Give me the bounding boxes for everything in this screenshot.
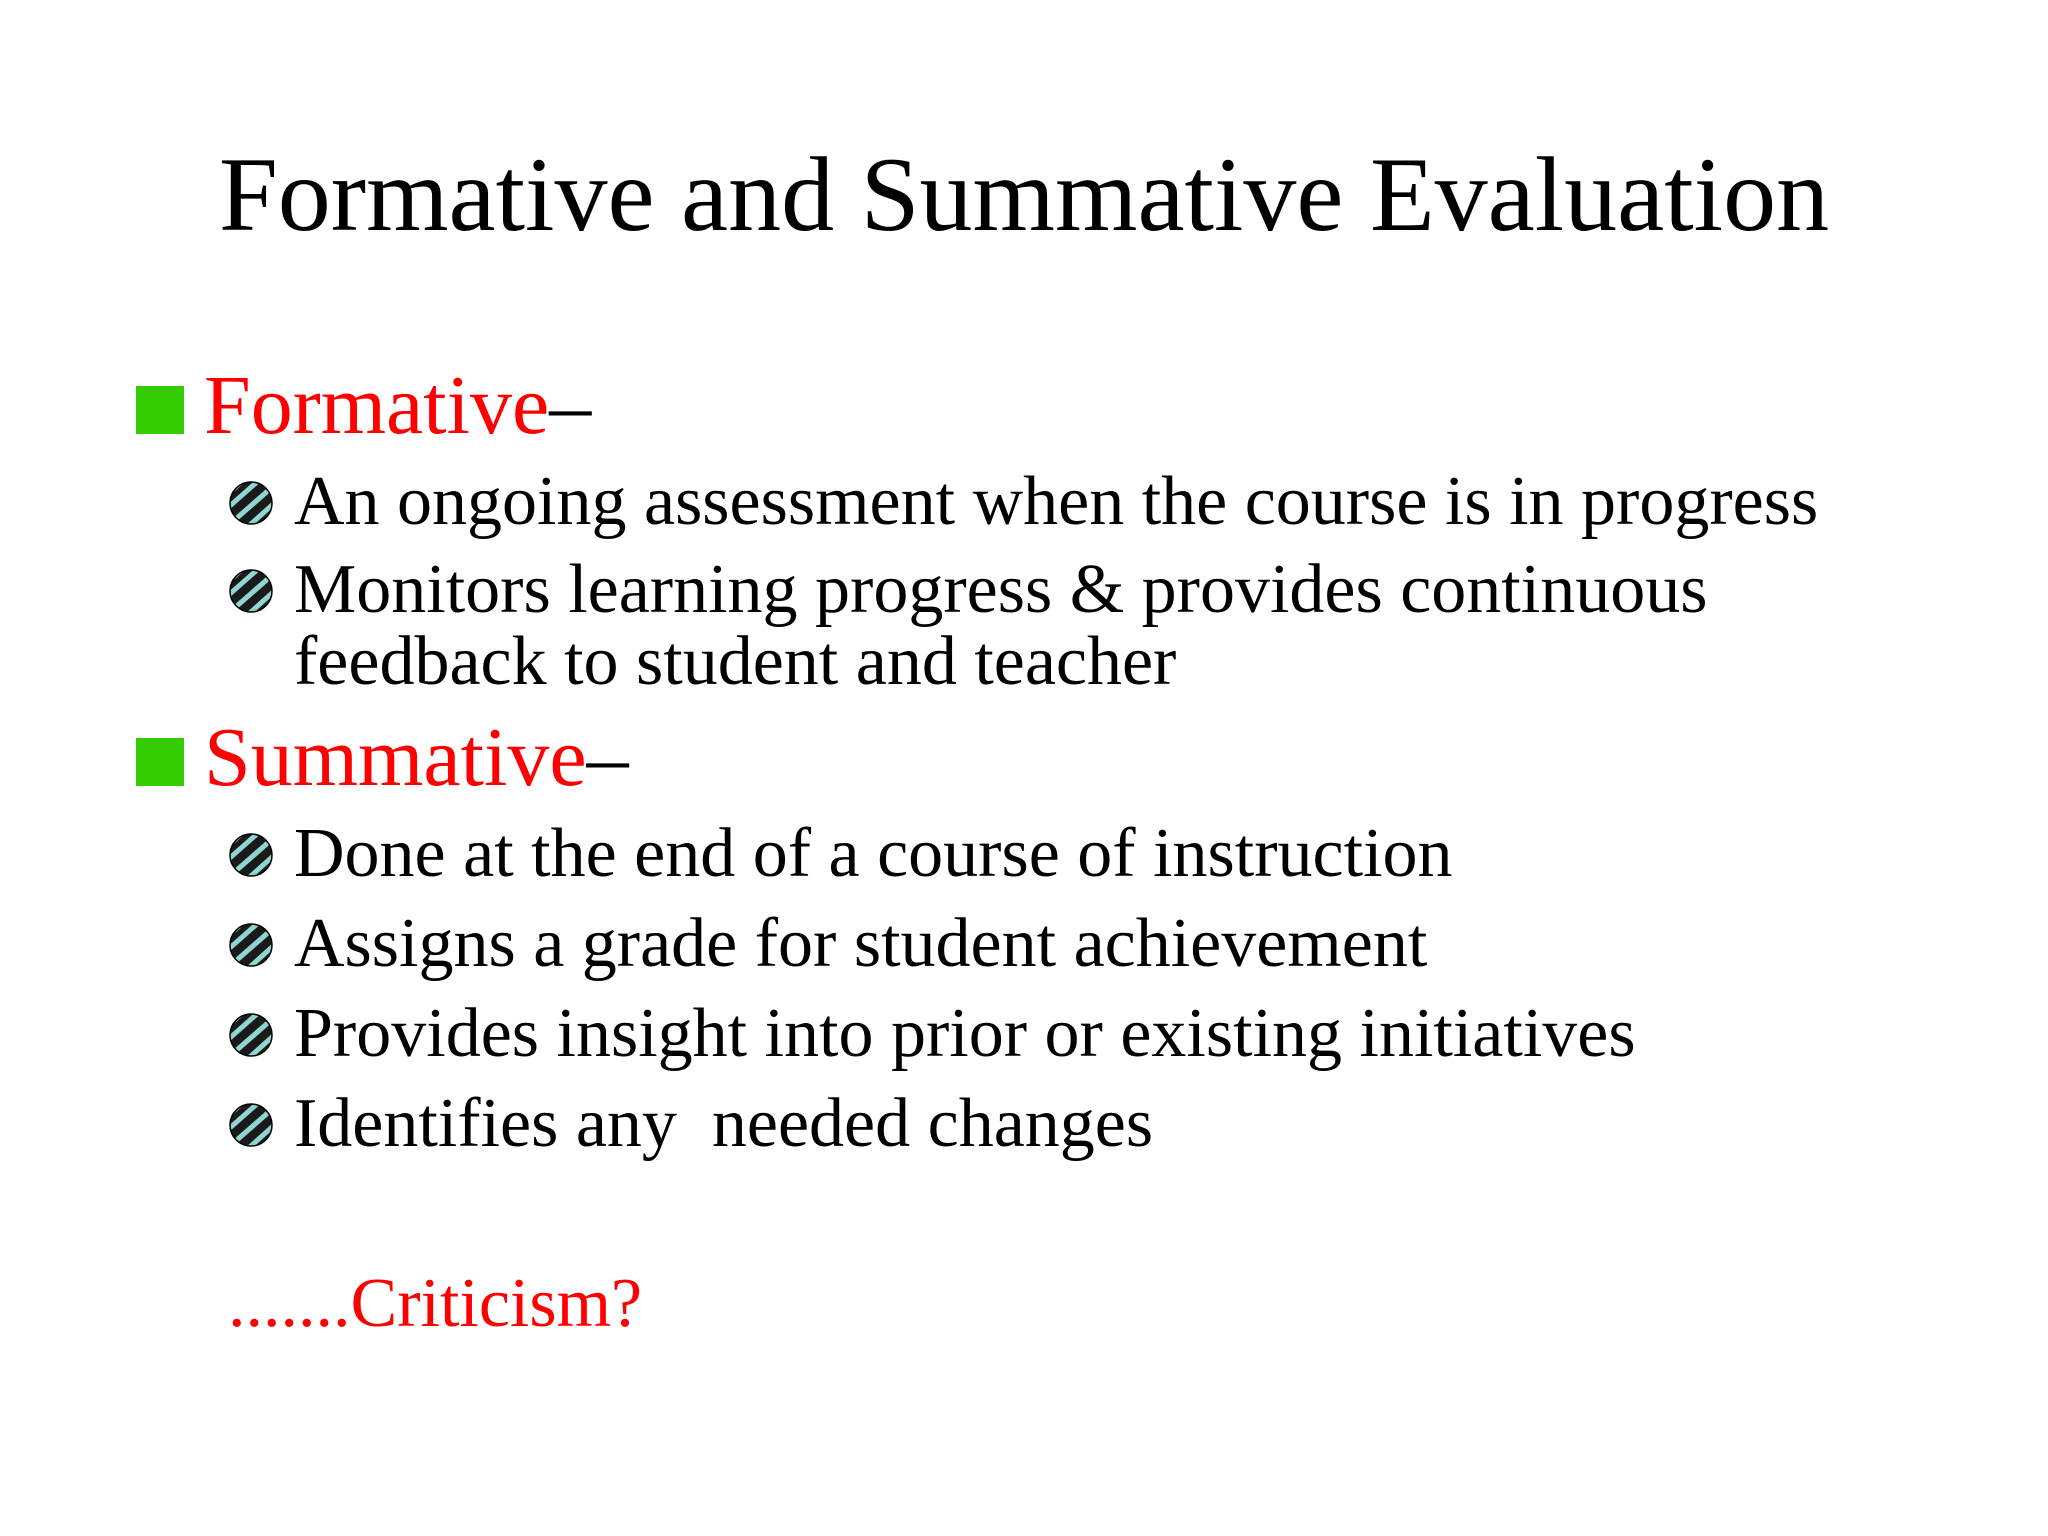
list-item-text-line-1: Monitors learning progress & provides continuous xyxy=(294,551,1708,628)
slide-title: Formative and Summative Evaluation xyxy=(218,136,1830,253)
striped-sphere-bullet-icon xyxy=(228,922,274,968)
list-item-text: Identifies any needed changes xyxy=(294,1085,1154,1162)
list-item xyxy=(228,551,1708,700)
striped-sphere-bullet-icon xyxy=(228,1012,274,1058)
section-keyword: Formative xyxy=(204,359,550,452)
list-item xyxy=(228,995,1636,1072)
footer-note: .......Criticism? xyxy=(228,1265,643,1342)
list-item xyxy=(228,463,1819,540)
list-item-text: Provides insight into prior or existing initiatives xyxy=(294,995,1636,1072)
list-item xyxy=(228,815,1453,892)
section-heading-summative xyxy=(136,712,629,804)
section-heading-formative xyxy=(136,360,591,452)
list-item-text: Done at the end of a course of instruction xyxy=(294,815,1453,892)
list-item xyxy=(228,1085,1154,1162)
square-bullet-icon xyxy=(136,738,184,786)
section-dash: – xyxy=(586,711,629,804)
square-bullet-icon xyxy=(136,386,184,434)
list-item xyxy=(228,905,1428,982)
section-dash: – xyxy=(549,359,592,452)
list-item-text: Assigns a grade for student achievement xyxy=(294,905,1428,982)
striped-sphere-bullet-icon xyxy=(228,1102,274,1148)
striped-sphere-bullet-icon xyxy=(228,480,274,526)
section-keyword: Summative xyxy=(204,711,587,804)
list-item-text-line-2: feedback to student and teacher xyxy=(294,623,1177,700)
striped-sphere-bullet-icon xyxy=(228,832,274,878)
striped-sphere-bullet-icon xyxy=(228,568,274,614)
list-item-text: An ongoing assessment when the course is in progress xyxy=(294,463,1819,540)
